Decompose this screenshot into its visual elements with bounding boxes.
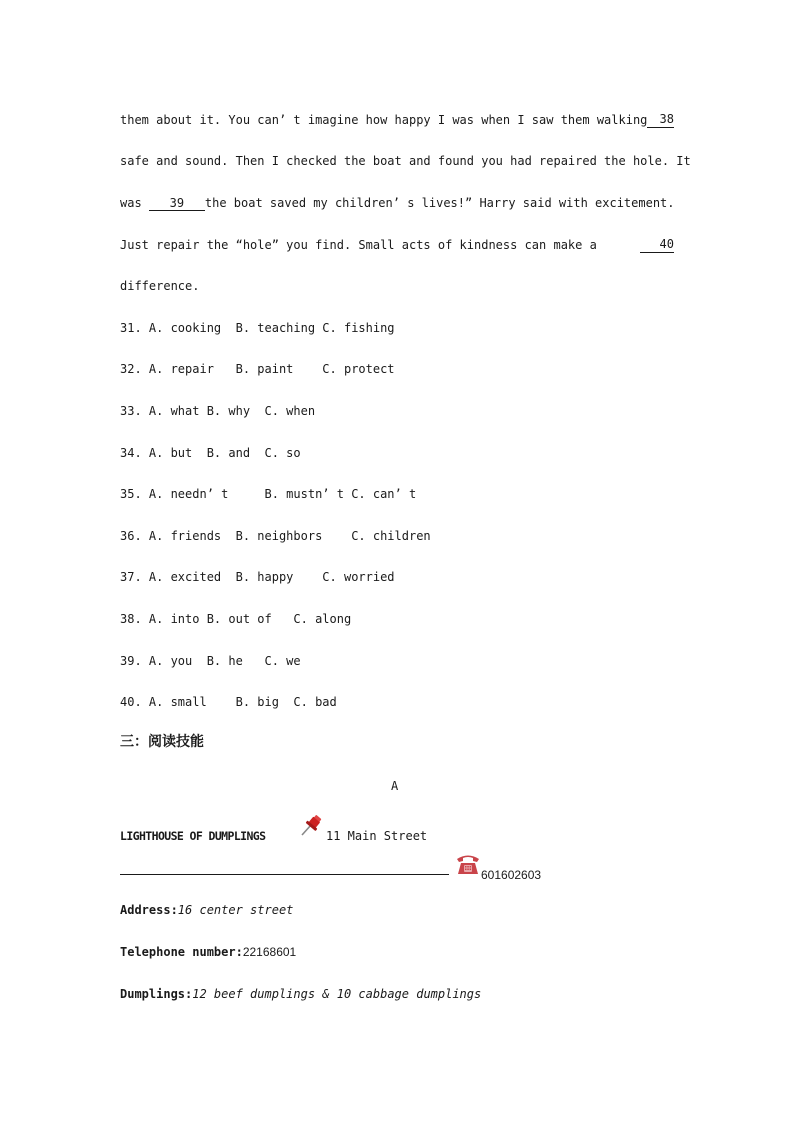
restaurant-address: 11 Main Street xyxy=(326,829,428,843)
passage-text: the boat saved my children’ s lives!” Harry said with excitement. xyxy=(204,196,675,210)
option-39: 39. A. you B. he C. we xyxy=(120,654,301,668)
telephone-label: Telephone number: xyxy=(120,945,243,959)
option-40: 40. A. small B. big C. bad xyxy=(120,695,337,709)
passage-line-1 xyxy=(120,112,674,128)
passage-line-2 xyxy=(120,153,691,169)
telephone-icon xyxy=(455,852,481,876)
option-31: 31. A. cooking B. teaching C. fishing xyxy=(120,321,395,335)
option-35: 35. A. needn’ t B. mustn’ t C. can’ t xyxy=(120,487,417,501)
dumplings-row xyxy=(120,986,481,1002)
telephone-row xyxy=(120,944,296,960)
telephone-value: 22168601 xyxy=(242,945,297,959)
passage-text: them about it. You can’ t imagine how happy I was when I saw them walking xyxy=(120,113,648,127)
restaurant-phone: 601602603 xyxy=(481,868,542,882)
blank-40: 40 xyxy=(640,237,674,253)
pushpin-icon xyxy=(298,812,324,838)
option-36: 36. A. friends B. neighbors C. children xyxy=(120,529,431,543)
blank-38: 38 xyxy=(647,112,674,128)
dumplings-value: 12 beef dumplings & 10 cabbage dumplings xyxy=(192,987,482,1001)
passage-line-5: difference. xyxy=(120,279,200,293)
blank-39: 39 xyxy=(149,196,205,211)
address-label: Address: xyxy=(120,903,178,917)
section-heading: 三：阅读技能 xyxy=(120,734,204,750)
passage-line-4 xyxy=(120,237,674,253)
dumplings-label: Dumplings: xyxy=(120,987,193,1001)
option-38: 38. A. into B. out of C. along xyxy=(120,612,352,626)
option-34: 34. A. but B. and C. so xyxy=(120,446,301,460)
address-value: 16 center street xyxy=(177,903,294,917)
address-row xyxy=(120,902,293,918)
passage-line-3 xyxy=(120,195,674,211)
option-32: 32. A. repair B. paint C. protect xyxy=(120,362,395,376)
restaurant-name: LIGHTHOUSE OF DUMPLINGS xyxy=(120,829,266,843)
passage-text: was xyxy=(120,196,149,210)
option-37: 37. A. excited B. happy C. worried xyxy=(120,570,395,584)
part-label: A xyxy=(391,779,399,793)
passage-text: safe and sound. Then I checked the boat and found you had repaired the hole. It xyxy=(120,154,691,168)
passage-text: Just repair the “hole” you find. Small acts of kindness can make a xyxy=(120,238,597,252)
option-33: 33. A. what B. why C. when xyxy=(120,404,316,418)
divider-line xyxy=(120,874,449,875)
